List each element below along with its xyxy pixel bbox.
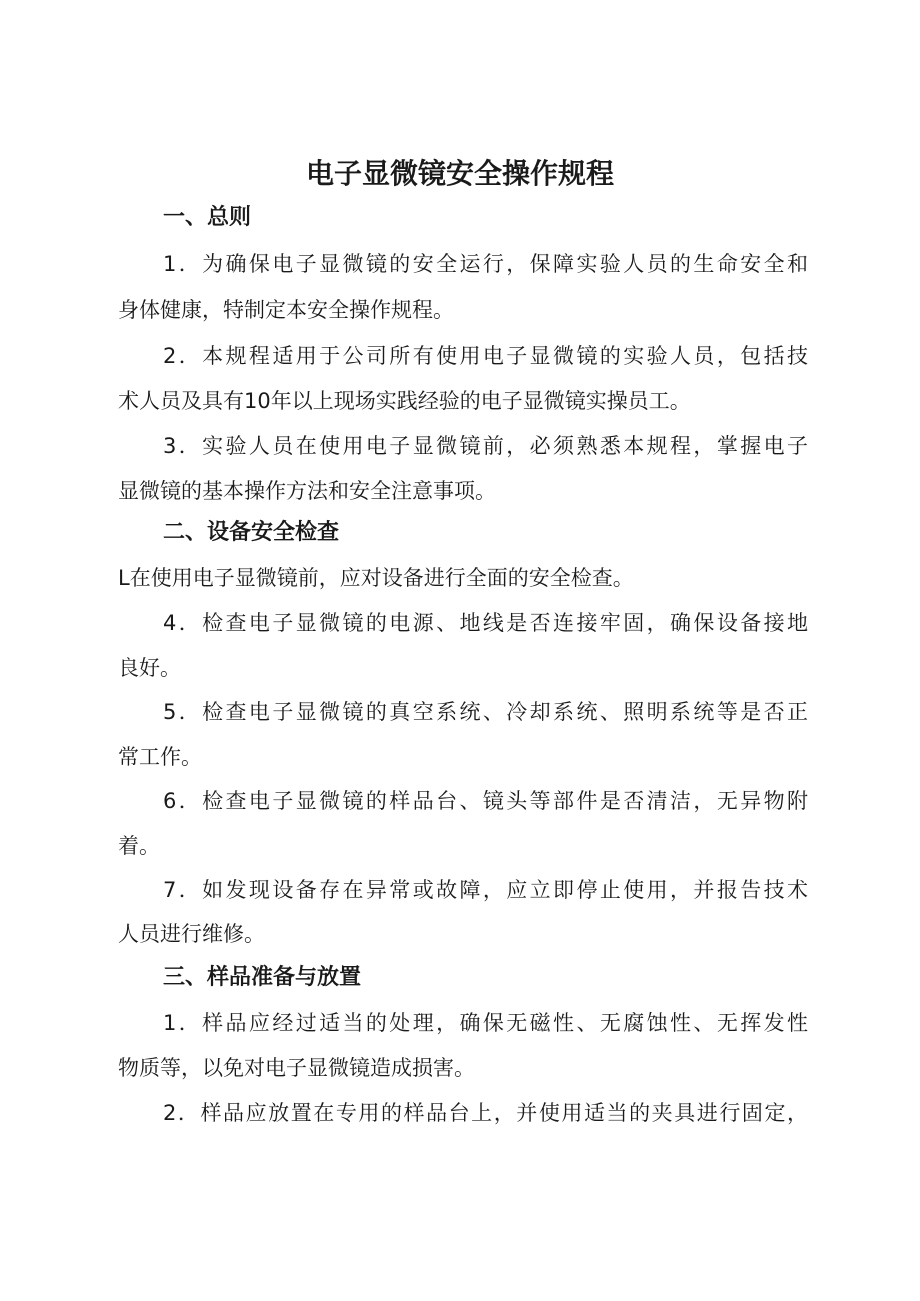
paragraph-line: 2．样品应放置在专用的样品台上，并使用适当的夹具进行固定， bbox=[163, 1101, 808, 1125]
document-title: 电子显微镜安全操作规程 bbox=[305, 157, 614, 190]
paragraph-line: 显微镜的基本操作方法和安全注意事项。 bbox=[118, 479, 496, 503]
paragraph-line: 1．为确保电子显微镜的安全运行，保障实验人员的生命安全和 bbox=[163, 252, 808, 276]
paragraph-line: 良好。 bbox=[118, 656, 181, 680]
paragraph-line: 7．如发现设备存在异常或故障，应立即停止使用，并报告技术 bbox=[163, 878, 808, 902]
section-heading-sample-preparation: 三、样品准备与放置 bbox=[163, 965, 362, 990]
paragraph-line: 人员进行维修。 bbox=[118, 922, 265, 946]
paragraph-line: 1．样品应经过适当的处理，确保无磁性、无腐蚀性、无挥发性 bbox=[163, 1011, 808, 1035]
paragraph-line: 身体健康，特制定本安全操作规程。 bbox=[118, 298, 454, 322]
paragraph-line: 术人员及具有10年以上现场实践经验的电子显微镜实操员工。 bbox=[118, 389, 691, 413]
paragraph-line: 5．检查电子显微镜的真空系统、冷却系统、照明系统等是否正 bbox=[163, 700, 808, 724]
paragraph-line: 着。 bbox=[118, 834, 160, 858]
section-heading-general: 一、总则 bbox=[163, 205, 252, 230]
paragraph-line: 2．本规程适用于公司所有使用电子显微镜的实验人员，包括技 bbox=[163, 344, 808, 368]
paragraph-line: 6．检查电子显微镜的样品台、镜头等部件是否清洁，无异物附 bbox=[163, 789, 808, 813]
paragraph-line: 4．检查电子显微镜的电源、地线是否连接牢固，确保设备接地 bbox=[163, 611, 808, 635]
section-heading-equipment-check: 二、设备安全检查 bbox=[163, 520, 340, 545]
paragraph-line: 3．实验人员在使用电子显微镜前，必须熟悉本规程，掌握电子 bbox=[163, 434, 808, 458]
paragraph-line: 常工作。 bbox=[118, 745, 202, 769]
paragraph-line: 物质等，以免对电子显微镜造成损害。 bbox=[118, 1056, 475, 1080]
paragraph-line: L在使用电子显微镜前，应对设备进行全面的安全检查。 bbox=[118, 566, 634, 590]
